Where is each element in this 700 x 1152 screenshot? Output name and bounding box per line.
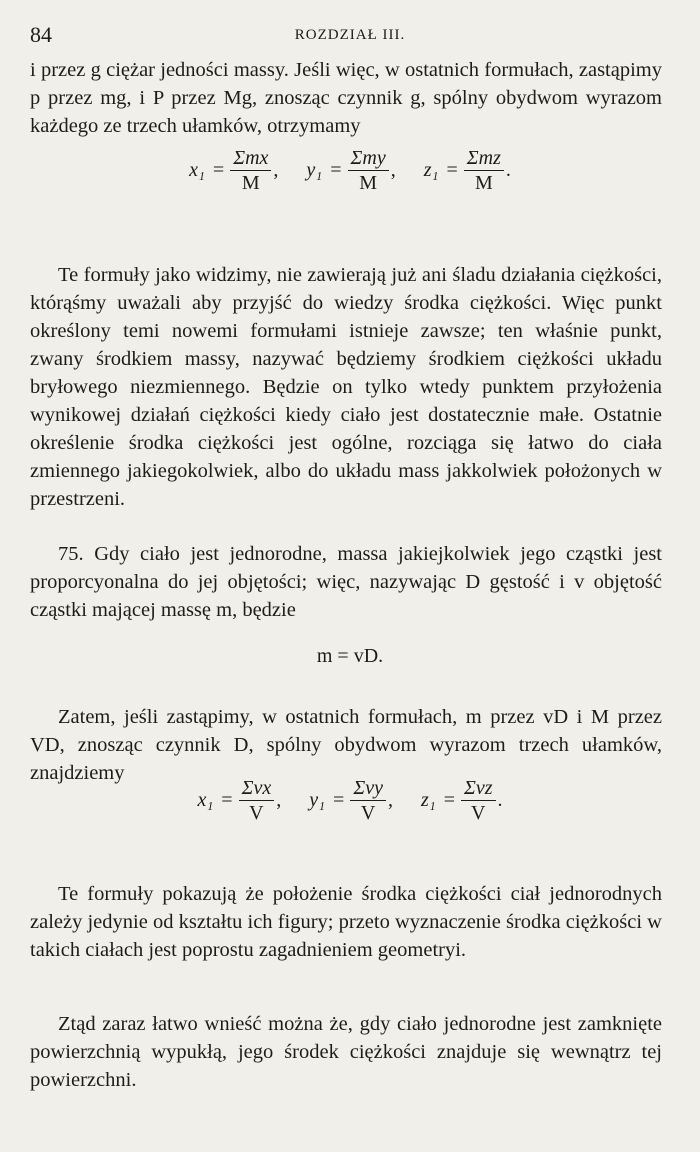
formula-y-denominator: M bbox=[359, 172, 378, 194]
formula-z-lhs: z₁ bbox=[423, 159, 439, 181]
paragraph-1: i przez g ciężar jedności massy. Jeśli więc, w ostatnich formułach, zastąpimy p przez mg, i P przez Mg, znosząc czynnik g, spólny obydwom wyrazom każdego ze trzech ułamków, otrzymamy bbox=[30, 59, 662, 137]
page-number: 84 bbox=[30, 22, 52, 47]
formula-y-denominator-2: V bbox=[360, 802, 376, 824]
formula-mass-centroid bbox=[0, 146, 700, 195]
paragraph-4: Zatem, jeśli zastąpimy, w ostatnich formułach, m przez vD i M przez VD, znosząc czynnik D, spólny obydwom wyrazom trzech ułamków, znajdziemy bbox=[30, 706, 662, 784]
formula-x-numerator: Σmx bbox=[230, 146, 271, 171]
formula-y-lhs: y₁ bbox=[306, 159, 323, 181]
formula-x-term-2: x₁ = $\frac{\text{Σvx}}{V}$ , bbox=[197, 777, 282, 824]
formula-y-numerator-2: Σvy bbox=[350, 776, 386, 801]
formula-x-denominator-2: V bbox=[249, 802, 264, 824]
formula-x-denominator: M bbox=[241, 172, 260, 194]
page-header bbox=[0, 22, 700, 46]
paragraph-5: Te formuły pokazują że położenie środka ciężkości ciał jednorodnych zależy jedynie od kształtu ich figury; przeto wyznaczenie środka ciężkości w takich ciałach jest poprostu zagadnieniem geometryi. bbox=[30, 883, 662, 961]
formula-x-lhs-2: x₁ bbox=[197, 789, 214, 811]
formula-z-term-2: z₁ = $\frac{\text{Σvz}}{V}$ . bbox=[420, 777, 503, 824]
formula-mass-density: m = vD. bbox=[316, 645, 384, 667]
paragraph-2: Te formuły jako widzimy, nie zawierają już ani śladu działania ciężkości, którąśmy uważali aby przyjść do wiedzy środka ciężkości. Więc punkt określony temi nowemi formułami istnieje zawsze; ten właśnie punkt, zwany środkiem massy, nazywać będziemy środkiem ciężkości układu bryłowego niezmiennego. Będzie on tylko wtedy punktem przyłożenia wynikowej działań ciężkości kiedy ciało jest dostatecznie małe. Ostatnie określenie środka ciężkości jest ogólne, rozciąga się łatwo do ciała zmiennego jakiegokolwiek, albo do układu mass jakkolwiek położonych w przestrzeni. bbox=[30, 264, 662, 510]
formula-y-term-2: y₁ = $\frac{\text{Σvy}}{V}$ , bbox=[309, 777, 393, 824]
paragraph-3: 75. Gdy ciało jest jednorodne, massa jakiejkolwiek jego cząstki jest proporcyonalna do jej objętości; więc, nazywając D gęstość i v objętość cząstki mającej massę m, będzie bbox=[30, 543, 662, 621]
formula-z-numerator-2: Σvz bbox=[461, 776, 496, 801]
formula-z-term: z₁ = $\frac{\text{Σmz}}{M}$ . bbox=[423, 147, 511, 194]
formula-z-denominator-2: V bbox=[471, 802, 486, 824]
formula-volume-centroid bbox=[0, 776, 700, 825]
formula-y-term: y₁ = $\frac{\text{Σmy}}{M}$ , bbox=[306, 147, 396, 194]
formula-x-lhs: x₁ bbox=[189, 159, 205, 181]
formula-z-numerator: Σmz bbox=[464, 146, 504, 171]
formula-y-lhs-2: y₁ bbox=[309, 789, 326, 811]
formula-x-numerator-2: Σvx bbox=[239, 776, 275, 801]
running-title: ROZDZIAŁ III. bbox=[294, 27, 406, 43]
formula-z-lhs-2: z₁ bbox=[420, 789, 436, 811]
paragraph-6: Ztąd zaraz łatwo wnieść można że, gdy ciało jednorodne jest zamknięte powierzchnią wypukłą, jego środek ciężkości znajduje się wewnątrz tej powierzchni. bbox=[30, 1013, 662, 1091]
formula-x-term: x₁ = $\frac{\text{Σmx}}{M}$ , bbox=[189, 147, 279, 194]
formula-y-numerator: Σmy bbox=[348, 146, 389, 171]
formula-z-denominator: M bbox=[474, 172, 493, 194]
